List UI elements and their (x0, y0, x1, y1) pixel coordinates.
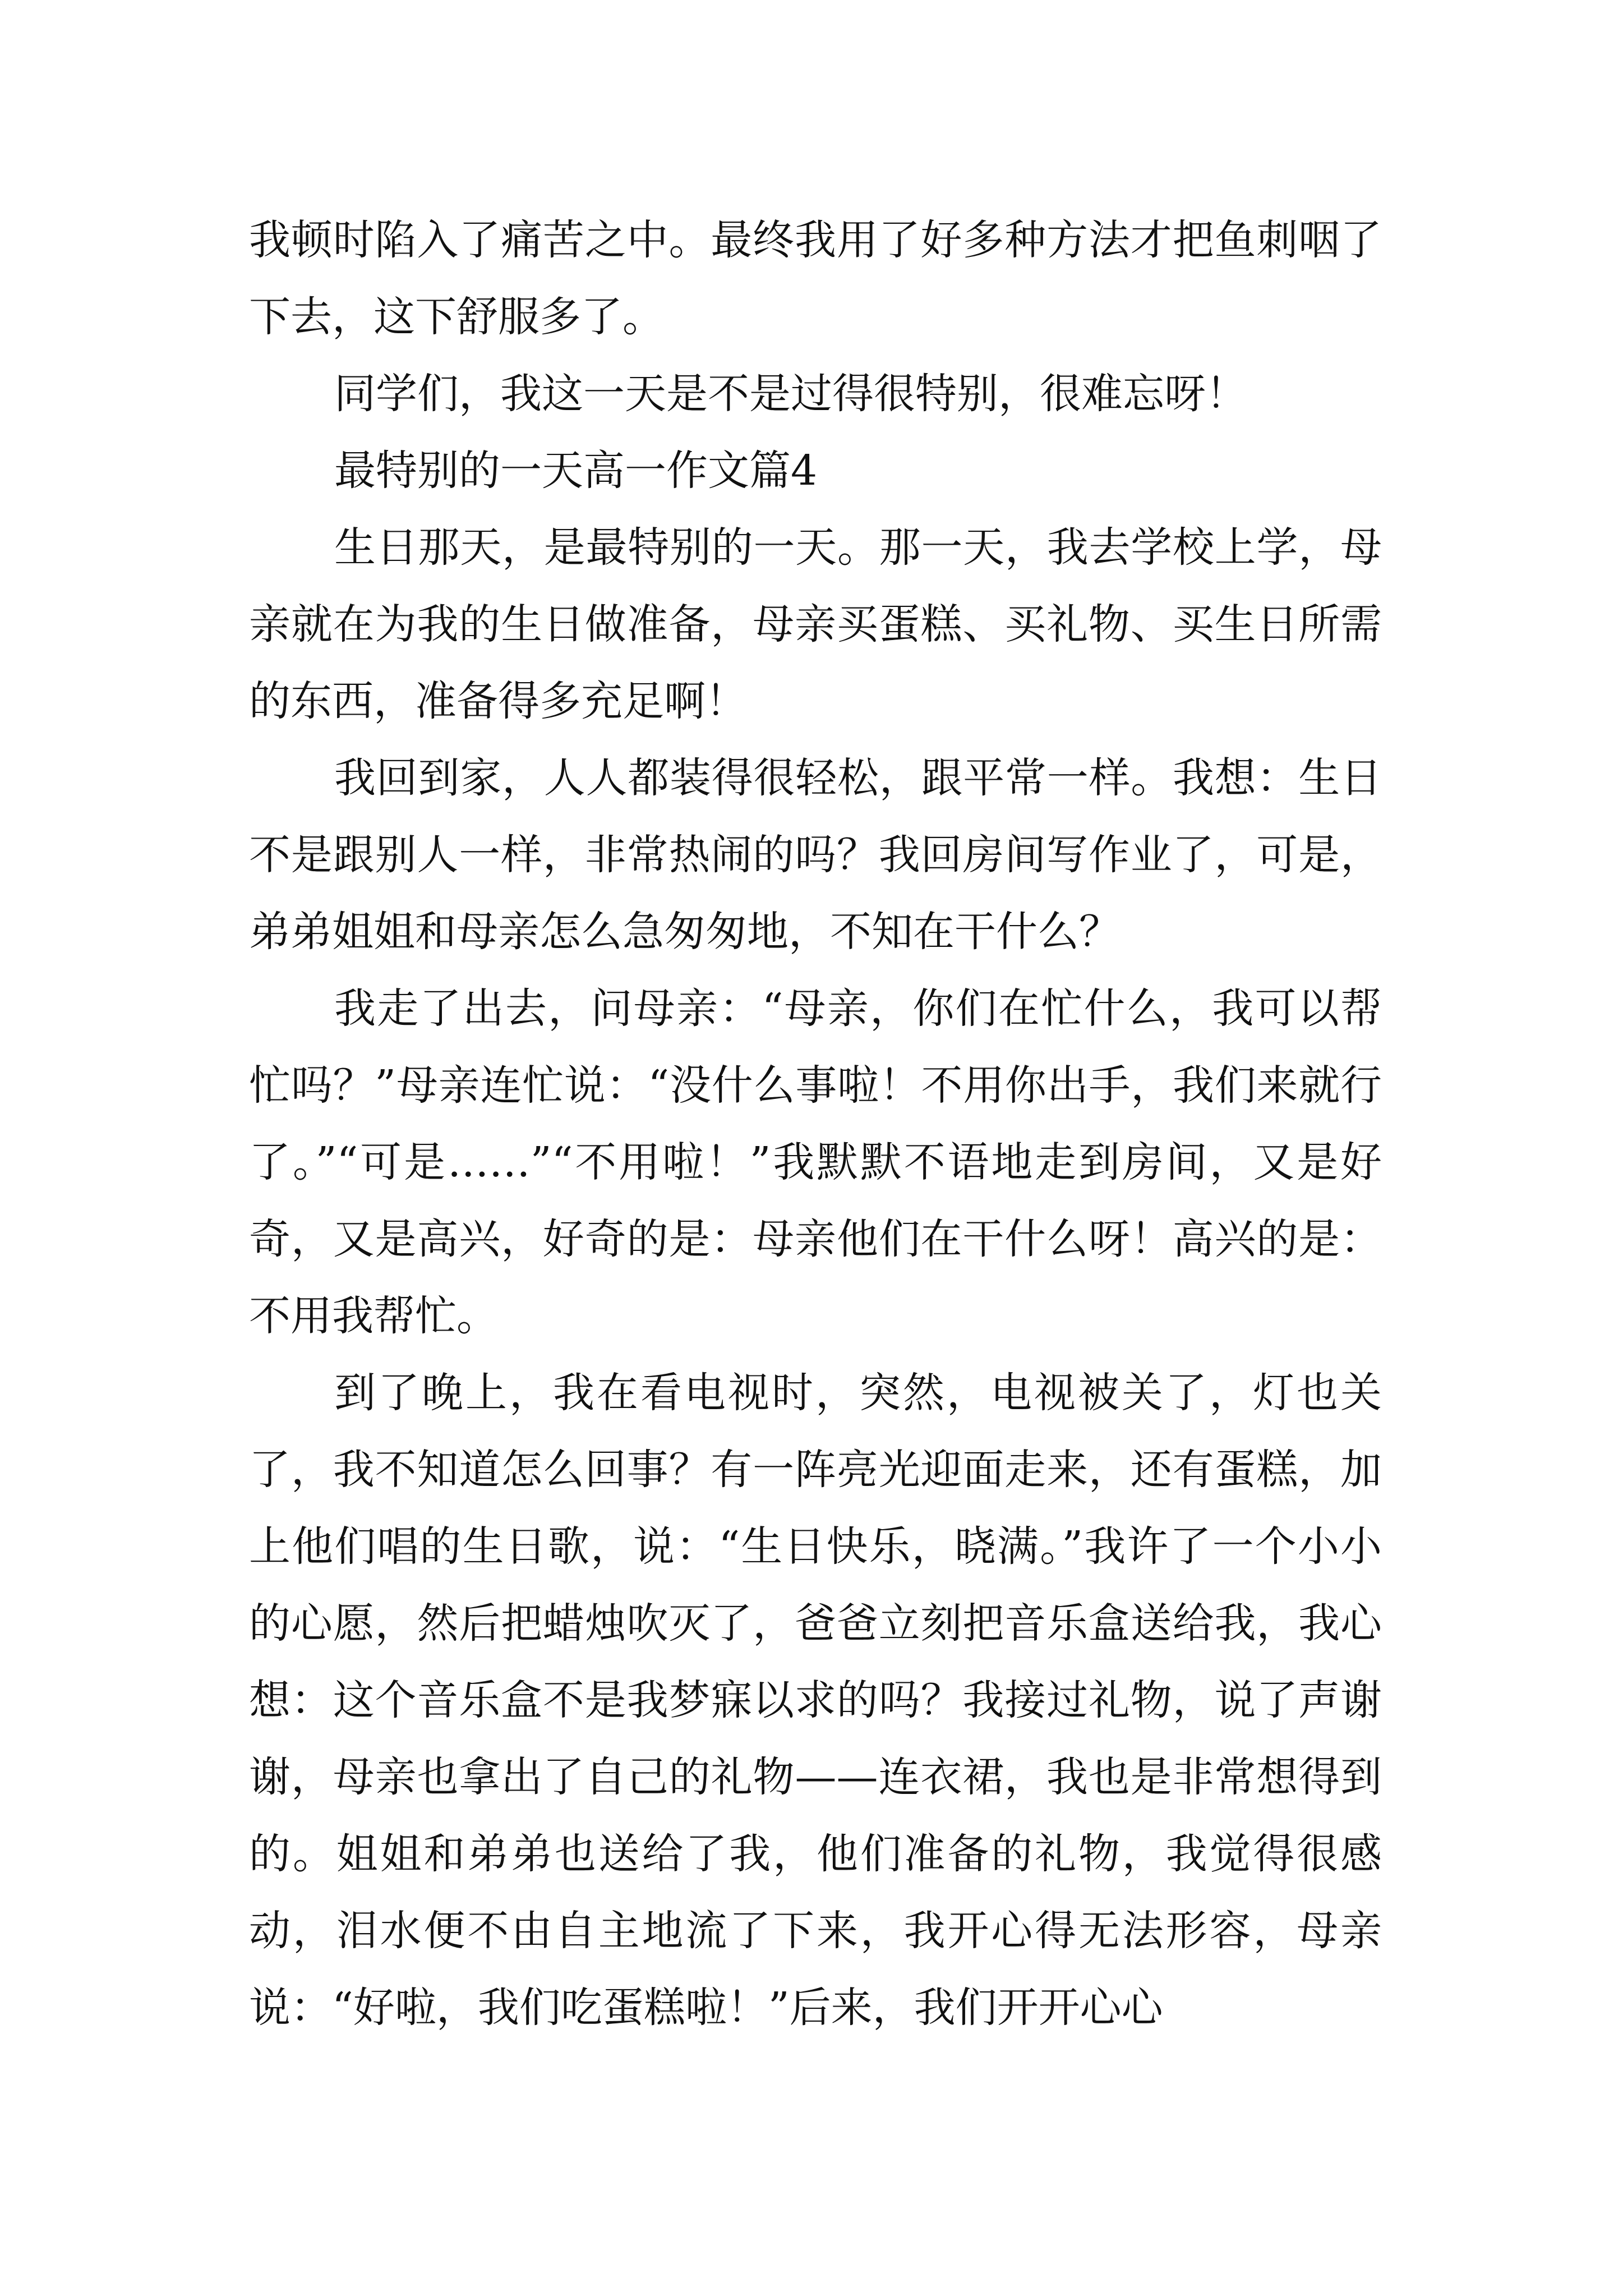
paragraph-2: 同学们，我这一天是不是过得很特别，很难忘呀！ (334, 370, 1247, 418)
essay-section-title: 最特别的一天高一作文篇4 (334, 447, 818, 495)
paragraph-1: 我顿时陷入了痛苦之中。最终我用了好多种方法才把鱼刺咽了下去，这下舒服多了。 (249, 216, 1382, 341)
paragraph-6: 到了晚上，我在看电视时，突然，电视被关了，灯也关了，我不知道怎么回事？有一阵亮光迎面走来，还有蛋糕，加上他们唱的生日歌，说：“生日快乐，晓满。”我许了一个小小的心愿，然后把蜡烛吹灭了，爸爸立刻把音乐盒送给我，我心想：这个音乐盒不是我梦寐以求的吗？我接过礼物，说了声谢谢，母亲也拿出了自己的礼物——连衣裙，我也是非常想得到的。姐姐和弟弟也送给了我，他们准备的礼物，我觉得很感动，泪水便不由自主地流了下来，我开心得无法形容，母亲说：“好啦，我们吃蛋糕啦！”后来，我们开开心心 (249, 1369, 1382, 2032)
paragraph-3: 生日那天，是最特别的一天。那一天，我去学校上学，母亲就在为我的生日做准备，母亲买蛋糕、买礼物、买生日所需的东西，准备得多充足啊！ (249, 523, 1382, 725)
paragraph-4: 我回到家，人人都装得很轻松，跟平常一样。我想：生日不是跟别人一样，非常热闹的吗？我回房间写作业了，可是，弟弟姐姐和母亲怎么急匆匆地，不知在干什么？ (249, 754, 1382, 956)
essay-body (249, 202, 1382, 2046)
paragraph-5: 我走了出去，问母亲：“母亲，你们在忙什么，我可以帮忙吗？”母亲连忙说：“没什么事啦！不用你出手，我们来就行了。”“可是……”“不用啦！”我默默不语地走到房间，又是好奇，又是高兴，好奇的是：母亲他们在干什么呀！高兴的是：不用我帮忙。 (249, 984, 1382, 1340)
